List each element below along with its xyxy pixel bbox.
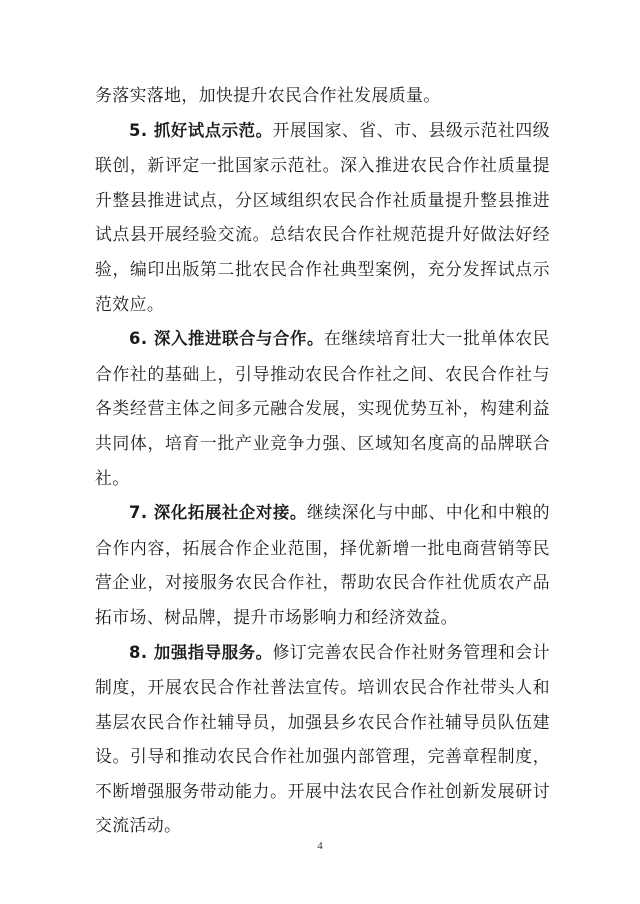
section-paragraph-7 bbox=[95, 495, 550, 634]
section-heading-8: 8. 加强指导服务。 bbox=[129, 642, 273, 662]
continuation-paragraph: 务落实落地，加快提升农民合作社发展质量。 bbox=[95, 85, 441, 105]
document-page bbox=[95, 78, 550, 843]
section-heading-5: 5. 抓好试点示范。 bbox=[129, 120, 273, 140]
section-heading-7: 7. 深化拓展社企对接。 bbox=[129, 503, 307, 523]
section-body-7: 继续深化与中邮、中化和中粮的合作内容，拓展合作企业范围，择优新增一批电商营销等民营企业，对接服务农民合作社，帮助农民合作社优质农产品拓市场、树品牌，提升市场影响力和经济效益。 bbox=[95, 502, 550, 627]
section-paragraph-6 bbox=[95, 321, 550, 495]
section-body-6: 在继续培育壮大一批单体农民合作社的基础上，引导推动农民合作社之间、农民合作社与各类经营主体之间多元融合发展，实现优势互补，构建利益共同体，培育一批产业竞争力强、区域知名度高的品牌联合社。 bbox=[95, 328, 550, 488]
section-body-8: 修订完善农民合作社财务管理和会计制度，开展农民合作社普法宣传。培训农民合作社带头人和基层农民合作社辅导员，加强县乡农民合作社辅导员队伍建设。引导和推动农民合作社加强内部管理，完善章程制度，不断增强服务带动能力。开展中法农民合作社创新发展研讨交流活动。 bbox=[95, 641, 550, 836]
section-heading-6: 6. 深入推进联合与合作。 bbox=[129, 329, 324, 349]
section-paragraph-5 bbox=[95, 113, 550, 322]
section-body-5: 开展国家、省、市、县级示范社四级联创，新评定一批国家示范社。深入推进农民合作社质量提升整县推进试点，分区域组织农民合作社质量提升整县推进试点县开展经验交流。总结农民合作社规范提升好做法好经验，编印出版第二批农民合作社典型案例，充分发挥试点示范效应。 bbox=[95, 119, 550, 314]
section-paragraph-8 bbox=[95, 635, 550, 844]
page-number: 4 bbox=[317, 840, 323, 852]
